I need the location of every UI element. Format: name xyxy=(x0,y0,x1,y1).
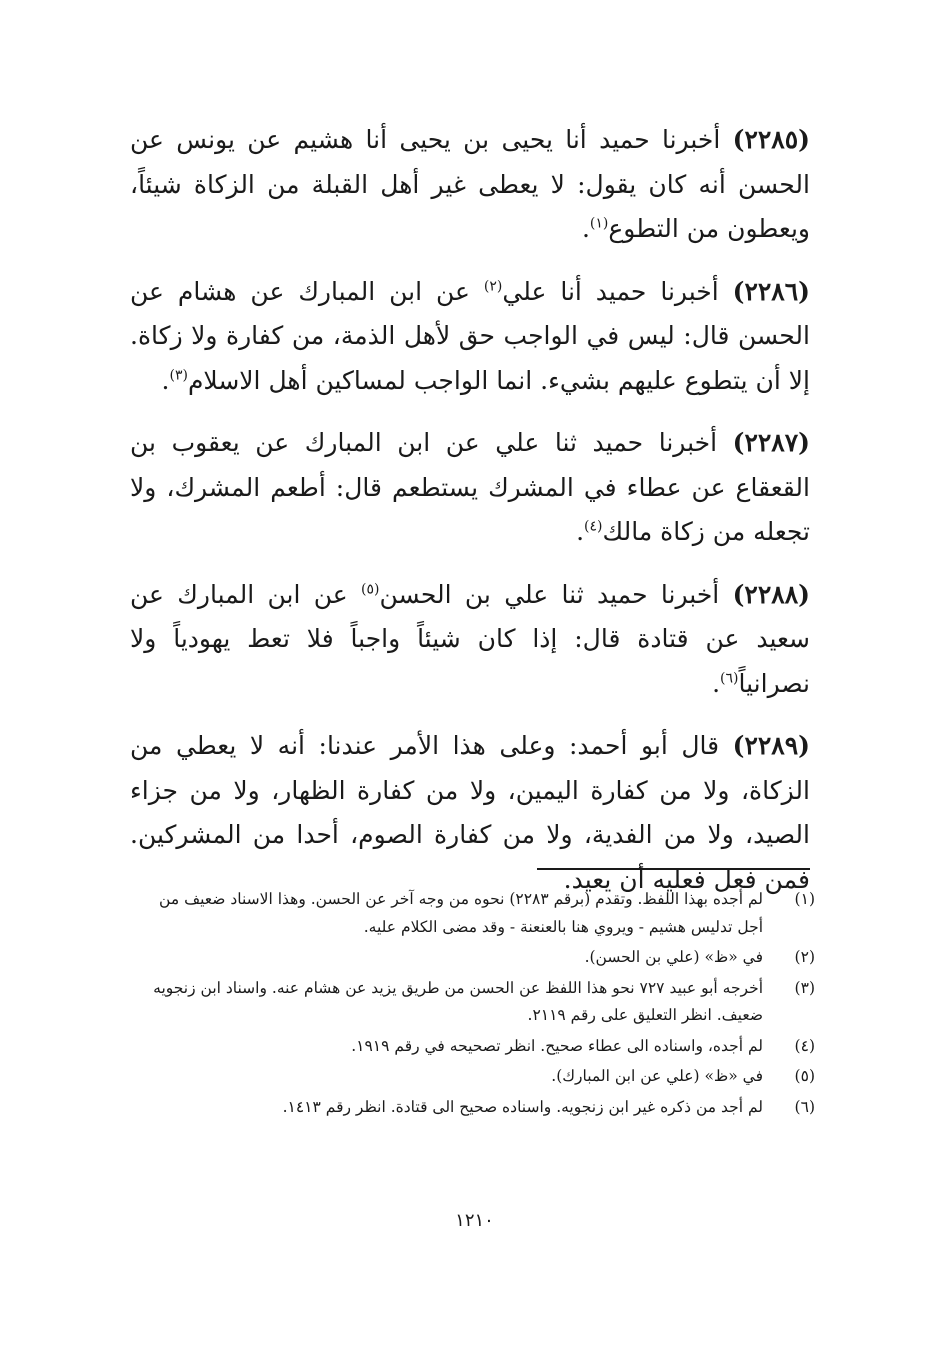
entry-end: . xyxy=(161,365,170,395)
entry-text: أخبرنا حميد ثنا علي عن ابن المبارك عن يعقوب بن القعقاع عن عطاء في المشرك يستطعم قال: أطعم المشرك، ولا تجعله من زكاة مالك xyxy=(130,428,810,546)
footnote-text: في «ظ» (علي بن الحسن). xyxy=(584,948,763,966)
footnote-2 xyxy=(140,944,815,972)
entry-text: أخبرنا حميد أنا يحيى بن يحيى أنا هشيم عن يونس عن الحسن أنه كان يقول: لا يعطى غير أهل القبلة من الزكاة شيئاً، ويعطون من التطوع xyxy=(130,125,810,243)
footnote-text: لم أجد من ذكره غير ابن زنجويه. واسناده صحيح الى قتادة. انظر رقم ١٤١٣. xyxy=(282,1097,763,1116)
entry-end: . xyxy=(712,668,721,698)
entry-number: (٢٢٨٨) xyxy=(732,579,810,609)
footnote-mark: (٤) xyxy=(794,1036,815,1055)
footnote-divider xyxy=(537,868,810,870)
footnote-4 xyxy=(140,1033,815,1061)
entry-2288 xyxy=(130,573,810,707)
entry-number: (٢٢٨٦) xyxy=(732,276,810,306)
footnote-mark: (٣) xyxy=(794,978,815,997)
entry-text: أخبرنا حميد أنا علي xyxy=(502,276,733,306)
footnote-text: في «ظ» (علي عن ابن المبارك). xyxy=(551,1067,763,1085)
entry-number: (٢٢٨٥) xyxy=(732,125,810,154)
entry-2286 xyxy=(130,270,810,404)
entry-text: قال أبو أحمد: وعلى هذا الأمر عندنا: أنه لا يعطي من الزكاة، ولا من كفارة اليمين، ولا من كفارة الظهار، ولا من جزاء الصيد، ولا من الفدية، ولا من كفارة الصوم، أحدا من المشركين. فمن فعل فعليه أن يعيد. xyxy=(130,731,810,894)
footnote-mark: (٦) xyxy=(794,1097,815,1116)
footnote-text: لم أجده، واسناده الى عطاء صحيح. انظر تصحيحه في رقم ١٩١٩. xyxy=(351,1036,763,1055)
footnote-mark: (١) xyxy=(794,890,815,908)
entry-number: (٢٢٨٩) xyxy=(732,731,810,760)
main-text xyxy=(130,118,810,920)
footnote-text: أخرجه أبو عبيد ٧٢٧ نحو هذا اللفظ عن الحسن من طريق يزيد عن هشام عنه. واسناد ابن زنجويه ضعيف. انظر التعليق على رقم ٢١١٩. xyxy=(153,978,763,1024)
entry-2285 xyxy=(130,118,810,252)
footnote-ref[interactable]: (٣) xyxy=(169,367,188,384)
entry-end: . xyxy=(576,517,585,546)
entry-number: (٢٢٨٧) xyxy=(732,428,810,457)
entry-text: أخبرنا حميد ثنا علي بن الحسن xyxy=(379,579,733,609)
entry-end: . xyxy=(581,214,590,243)
page-number: ١٢١٠ xyxy=(455,1210,494,1231)
footnote-6 xyxy=(140,1094,815,1122)
entry-text-continued: عن ابن المبارك عن سعيد عن قتادة قال: إذا كان شيئاً واجباً فلا تعط يهودياً ولا نصرانياً xyxy=(130,579,810,698)
footnote-3 xyxy=(140,975,815,1030)
footnote-mark: (٢) xyxy=(794,948,815,966)
footnotes xyxy=(140,886,815,1124)
entry-2289 xyxy=(130,724,810,902)
footnote-mark: (٥) xyxy=(794,1067,815,1085)
footnote-ref[interactable]: (٤) xyxy=(584,518,603,535)
footnote-ref[interactable]: (٥) xyxy=(361,581,380,598)
footnote-ref[interactable]: (١) xyxy=(589,215,609,232)
footnote-5 xyxy=(140,1063,815,1091)
footnote-ref[interactable]: (٦) xyxy=(720,670,739,687)
footnote-text: لم أجده بهذا اللفظ. وتقدم (برقم ٢٢٨٣) نحوه من وجه آخر عن الحسن. وهذا الاسناد ضعيف من أجل تدليس هشيم - ويروي هنا بالعنعنة - وقد مضى الكلام عليه. xyxy=(159,890,763,936)
footnote-ref[interactable]: (٢) xyxy=(483,278,503,295)
entry-2287 xyxy=(130,421,810,555)
footnote-1 xyxy=(140,886,815,941)
entry-text-continued: عن ابن المبارك عن هشام عن الحسن قال: ليس في الواجب حق لأهل الذمة، من كفارة ولا زكاة. إلا أن يتطوع عليهم بشيء. انما الواجب لمساكين أهل الاسلام xyxy=(130,276,810,395)
